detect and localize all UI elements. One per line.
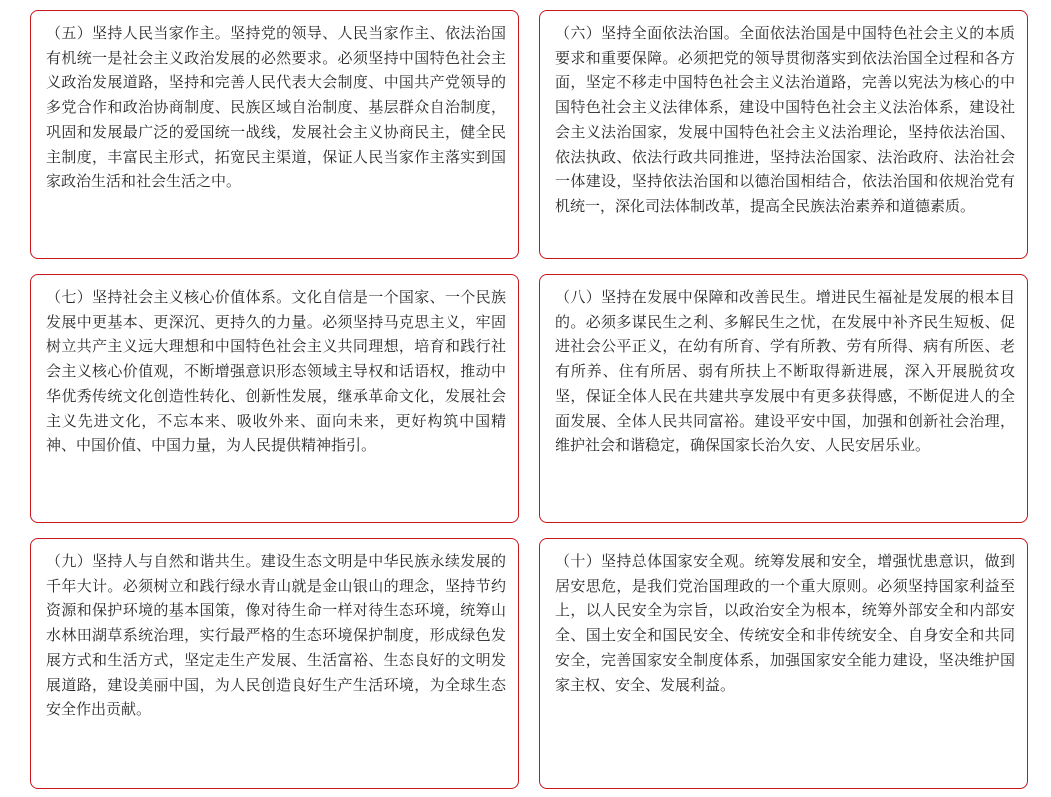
card-9 xyxy=(30,538,519,789)
card-5 xyxy=(30,10,519,259)
card-text: （七）坚持社会主义核心价值体系。文化自信是一个国家、一个民族发展中更基本、更深沉、更持久的力量。必须坚持马克思主义，牢固树立共产主义远大理想和中国特色社会主义共同理想，培育和践行社会主义核心价值观，不断增强意识形态领域主导权和话语权，推动中华优秀传统文化创造性转化、创新性发展，继承革命文化，发展社会主义先进文化，不忘本来、吸收外来、面向未来，更好构筑中国精神、中国价值、中国力量，为人民提供精神指引。 xyxy=(46,288,506,455)
card-text: （九）坚持人与自然和谐共生。建设生态文明是中华民族永续发展的千年大计。必须树立和践行绿水青山就是金山银山的理念，坚持节约资源和保护环境的基本国策，像对待生命一样对待生态环境，统筹山水林田湖草系统治理，实行最严格的生态环境保护制度，形成绿色发展方式和生活方式，坚定走生产发展、生活富裕、生态良好的文明发展道路，建设美丽中国，为人民创造良好生产生活环境，为全球生态安全作出贡献。 xyxy=(46,552,506,719)
card-text: （八）坚持在发展中保障和改善民生。增进民生福祉是发展的根本目的。必须多谋民生之利、多解民生之忧，在发展中补齐民生短板、促进社会公平正义，在幼有所育、学有所教、劳有所得、病有所医、老有所养、住有所居、弱有所扶上不断取得新进展，深入开展脱贫攻坚，保证全体人民在共建共享发展中有更多获得感，不断促进人的全面发展、全体人民共同富裕。建设平安中国，加强和创新社会治理，维护社会和谐稳定，确保国家长治久安、人民安居乐业。 xyxy=(555,288,1015,455)
card-10 xyxy=(539,538,1028,789)
card-text: （五）坚持人民当家作主。坚持党的领导、人民当家作主、依法治国有机统一是社会主义政治发展的必然要求。必须坚持中国特色社会主义政治发展道路，坚持和完善人民代表大会制度、中国共产党领导的多党合作和政治协商制度、民族区域自治制度、基层群众自治制度，巩固和发展最广泛的爱国统一战线，发展社会主义协商民主，健全民主制度，丰富民主形式，拓宽民主渠道，保证人民当家作主落实到国家政治生活和社会生活之中。 xyxy=(46,24,506,191)
card-7 xyxy=(30,274,519,523)
card-text: （六）坚持全面依法治国。全面依法治国是中国特色社会主义的本质要求和重要保障。必须把党的领导贯彻落实到依法治国全过程和各方面，坚定不移走中国特色社会主义法治道路，完善以宪法为核心的中国特色社会主义法律体系，建设中国特色社会主义法治体系，建设社会主义法治国家，发展中国特色社会主义法治理论，坚持依法治国、依法执政、依法行政共同推进，坚持法治国家、法治政府、法治社会一体建设，坚持依法治国和以德治国相结合，依法治国和依规治党有机统一，深化司法体制改革，提高全民族法治素养和道德素质。 xyxy=(555,24,1015,215)
card-8 xyxy=(539,274,1028,523)
card-6 xyxy=(539,10,1028,259)
card-text: （十）坚持总体国家安全观。统筹发展和安全，增强忧患意识，做到居安思危，是我们党治国理政的一个重大原则。必须坚持国家利益至上，以人民安全为宗旨，以政治安全为根本，统筹外部安全和内部安全、国土安全和国民安全、传统安全和非传统安全、自身安全和共同安全，完善国家安全制度体系，加强国家安全能力建设，坚决维护国家主权、安全、发展利益。 xyxy=(555,552,1015,694)
